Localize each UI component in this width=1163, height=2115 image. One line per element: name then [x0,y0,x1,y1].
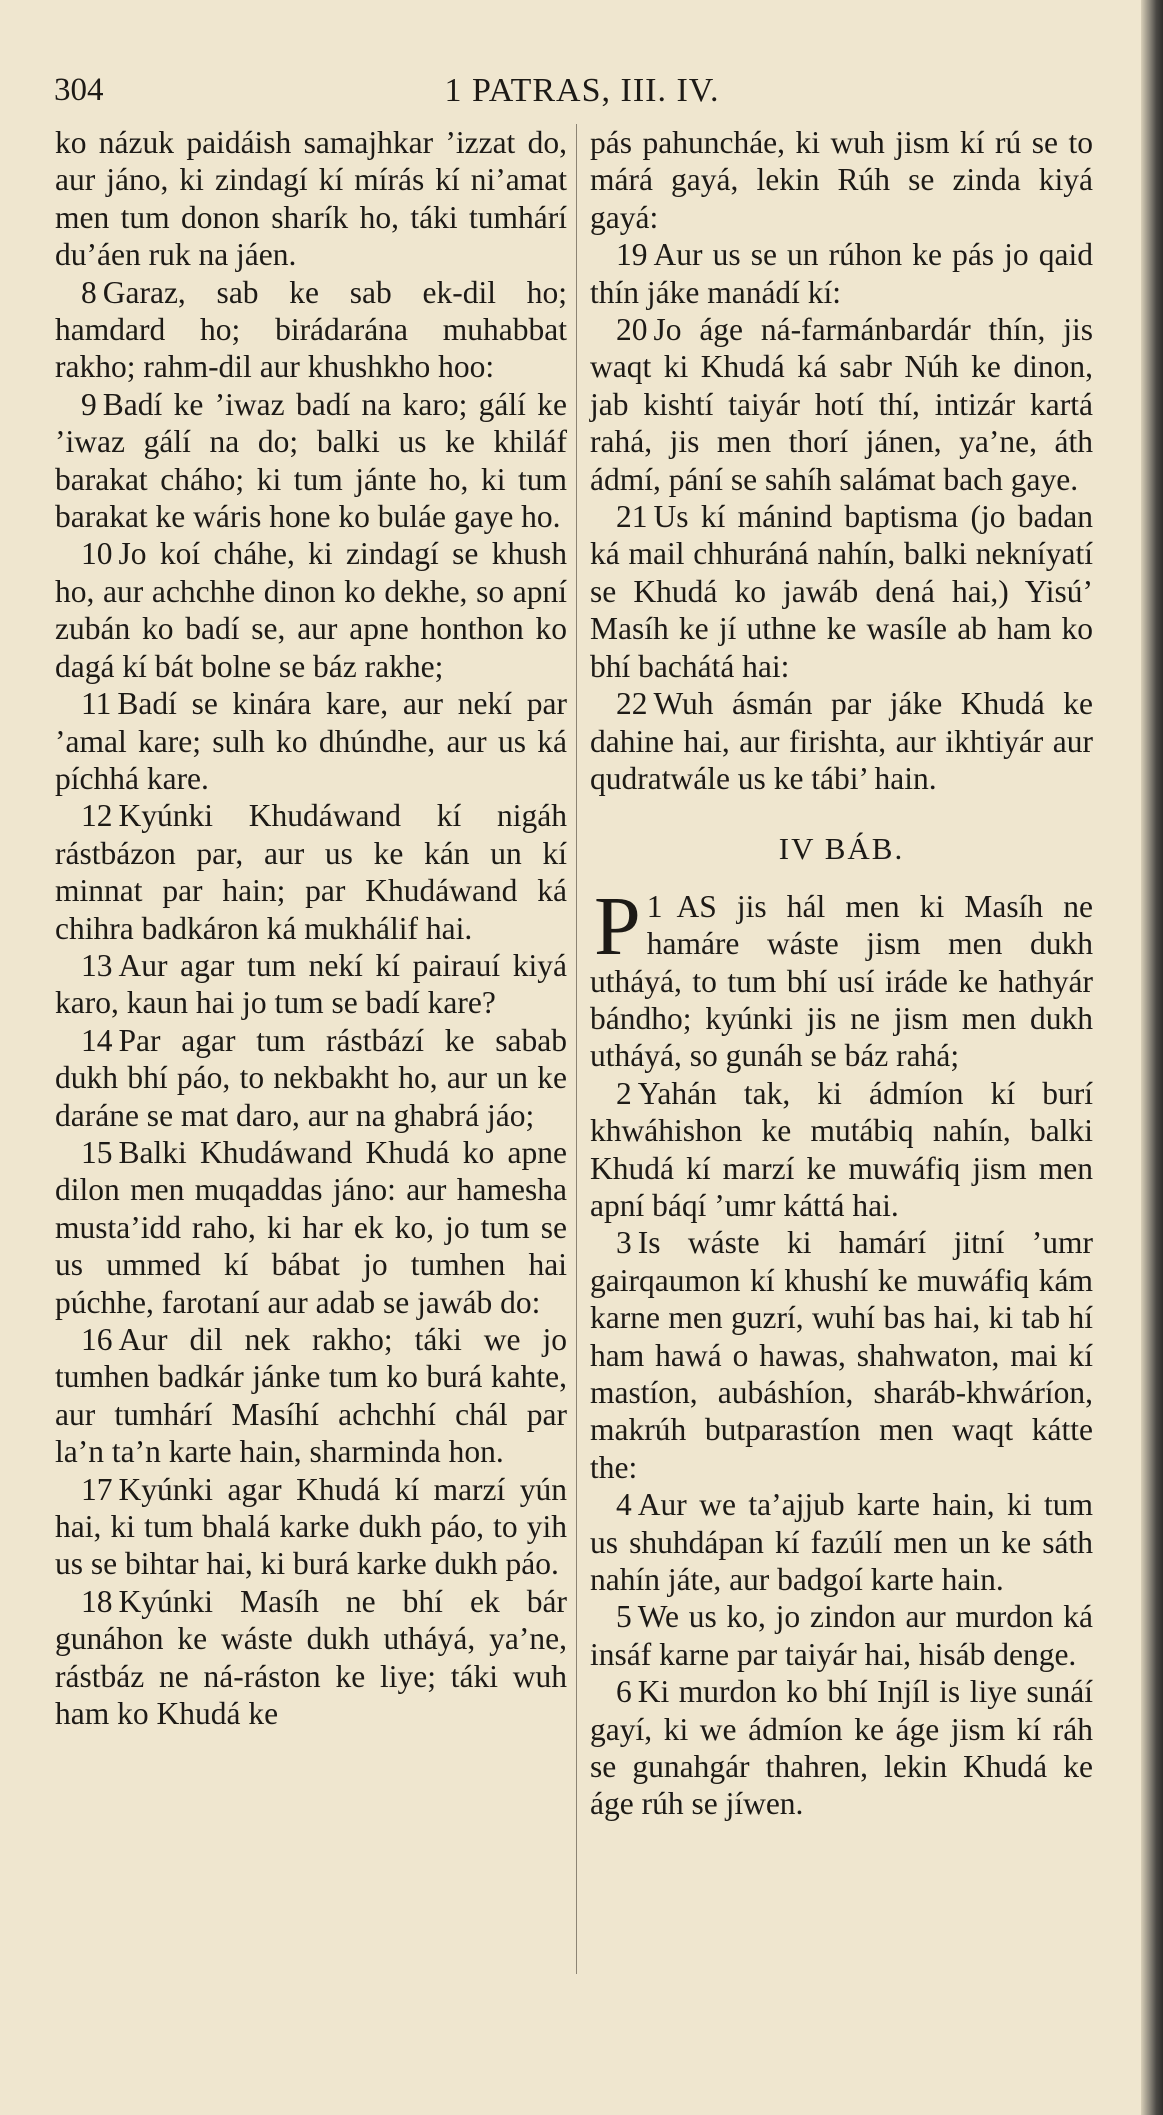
verse-paragraph [590,124,1093,236]
verse-text: Yahán tak, ki ádmíon kí burí khwáhishon ke mutábiq nahín, balki Khudá kí marzí ke muwáfiq jism men apní báqí ’umr káttá hai. [590,1075,1093,1223]
verse-text: Badí se kinára kare, aur nekí par ’amal kare; sulh ko dhúndhe, aur us ká píchhá kare. [55,686,567,796]
verse-number: 1 [646,888,663,924]
verse-number: 12 [81,798,113,834]
verse-number: 22 [616,686,648,722]
verse-number: 11 [81,686,112,722]
verse-number: 14 [81,1022,113,1058]
verse-text: Is wáste ki hamárí jitní ’umr gairqaumon kí khushí ke muwáfiq kám karne men guzrí, wuhí bas hai, ki tab hí ham hawá o hawas, shahwaton, mai kí mastíon, aubáshíon, sharáb-khwáríon, makrúh butparastíon men waqt kátte the: [590,1225,1093,1485]
verse-paragraph [590,498,1093,685]
verse-number: 10 [81,536,113,572]
verse-number: 15 [81,1134,113,1170]
verse-text: Wuh ásmán par jáke Khudá ke dahine hai, aur firishta, aur ikhtiyár aur qudratwále us ke tábi’ hain. [590,686,1093,796]
verse-paragraph [55,535,567,685]
verse-text: ko názuk paidáish samajhkar ’izzat do, aur jáno, ki zindagí kí mírás kí ni’amat men tum donon sharík ho, táki tumhárí du’áen ruk na jáen. [55,125,567,273]
page-edge-shadow [1141,0,1163,2115]
verse-number: 19 [616,237,648,273]
verse-text: AS jis hál men ki Masíh ne hamáre wáste jism men dukh utháyá, to tum bhí usí iráde ke hathyár bándho; kyúnki jis ne jism men dukh utháyá, so gunáh se báz rahá; [590,888,1093,1074]
verse-paragraph [590,1075,1093,1225]
verse-text: Jo koí cháhe, ki zindagí se khush ho, aur achchhe dinon ko dekhe, so apní zubán ko badí se, aur apne honthon ko dagá kí bát bolne se báz rakhe; [55,536,567,684]
page-number: 304 [54,72,104,108]
chapter-four-verses [590,1075,1093,1823]
verse-text: Garaz, sab ke sab ek-dil ho; hamdard ho; birádarána muhabbat rakho; rahm-dil aur khushkho hoo: [55,274,567,385]
verse-paragraph [55,274,567,386]
verse-paragraph [590,1598,1093,1673]
verse-text: Kyúnki agar Khudá kí marzí yún hai, ki tum bhalá karke dukh páo, to yih us se bihtar hai, ki burá karke dukh páo. [55,1471,567,1582]
verse-paragraph [590,1486,1093,1598]
verse-text: Balki Khudáwand Khudá ko apne dilon men muqaddas jáno: aur hamesha musta’idd raho, ki har ek ko, jo tum se us ummed kí bábat jo tumhen hai púchhe, farotaní aur adab se jawáb do: [55,1134,567,1320]
verse-paragraph [55,685,567,797]
verse-paragraph [55,1583,567,1733]
verse-paragraph [590,685,1093,797]
verse-number: 3 [616,1225,632,1261]
verse-number: 20 [616,312,648,348]
column-divider [576,124,577,1974]
chapter-heading: IV BÁB. [778,831,905,867]
verse-text: Aur us se un rúhon ke pás jo qaid thín jáke manádí kí: [590,237,1093,310]
verse-paragraph [55,386,567,536]
chapter-three-end [590,124,1093,797]
verse-text: Kyúnki Khudáwand kí nigáh rástbázon par, aur us ke kán un kí minnat par hain; par Khudáwand ká chihra badkáron ká mukhálif hai. [55,798,567,946]
verse-number: 2 [616,1075,632,1111]
page-header [52,72,1112,122]
verse-paragraph [55,1321,567,1471]
verse-paragraph [590,311,1093,498]
verse-number: 18 [81,1583,113,1619]
verse-number: 21 [616,499,648,535]
verse-number: 16 [81,1322,113,1357]
verse-paragraph [590,1224,1093,1486]
verse-text: We us ko, jo zindon aur murdon ká insáf karne par taiyár hai, hisáb denge. [590,1599,1093,1672]
verse-number: 6 [616,1674,632,1710]
verse-paragraph [590,1673,1093,1823]
verse-text: Us kí mánind baptisma (jo badan ká mail chhuráná nahín, balki nekníyatí se Khudá ko jawáb dená hai,) Yisú’ Masíh ke jí uthne ke wasíle ab ham ko bhí bachátá hai: [590,499,1093,684]
verse-number: 5 [616,1599,632,1635]
left-column [55,124,567,1732]
verse-number: 17 [81,1471,113,1507]
verse-number: 13 [81,947,113,983]
verse-paragraph [55,1471,567,1583]
verse-number: 9 [81,386,97,422]
verse-number: 8 [81,274,97,310]
drop-cap-letter: P [594,879,641,973]
verse-text: Ki murdon ko bhí Injíl is liye sunáí gayí, ki we ádmíon ke áge jism kí ráh se gunahgár thahren, lekin Khudá ke áge rúh se jíwen. [590,1674,1093,1822]
verse-paragraph [55,1134,567,1321]
verse-paragraph [55,124,567,274]
verse-text: Aur we ta’ajjub karte hain, ki tum us shuhdápan kí fazúlí men un ke sáth nahín játe, aur badgoí karte hain. [590,1487,1093,1598]
verse-paragraph [55,947,567,1022]
verse-text: Aur agar tum nekí kí pairauí kiyá karo, kaun hai jo tum se badí kare? [55,947,567,1021]
verse-text: Par agar tum rástbází ke sabab dukh bhí páo, to nekbakht ho, aur un ke daráne se mat daro, aur na ghabrá jáo; [55,1022,567,1133]
verse-paragraph [590,879,1093,1075]
verse-paragraph [590,236,1093,311]
verse-paragraph [55,797,567,947]
verse-paragraph [55,1022,567,1134]
verse-number: 4 [616,1487,632,1523]
right-column [590,124,1093,1823]
running-title: 1 PATRAS, III. IV. [444,72,720,109]
verse-text: pás pahuncháe, ki wuh jism kí rú se to márá gayá, lekin Rúh se zinda kiyá gayá: [590,125,1093,235]
verse-text: Jo áge ná-farmánbardár thín, jis waqt ki Khudá ká sabr Núh ke dinon, jab kishtí taiyár hotí thí, intizár kartá rahá, jis men thorí jánen, ya’ne, áth ádmí, pání se sahíh salámat bach gaye. [590,312,1093,497]
verse-text: Badí ke ’iwaz badí na karo; gálí ke ’iwaz gálí na do; balki us ke khiláf barakat cháho; ki tum jánte ho, ki tum barakat ke wáris hone ko buláe gaye ho. [55,386,567,535]
verse-text: Aur dil nek rakho; táki we jo tumhen badkár jánke tum ko burá kahte, aur tumhárí Masíhí achchhí chál par la’n ta’n karte hain, sharminda hon. [55,1322,567,1470]
verse-text: Kyúnki Masíh ne bhí ek bár gunáhon ke wáste dukh utháyá, ya’ne, rástbáz ne ná-ráston ke liye; táki wuh ham ko Khudá ke [55,1583,567,1732]
